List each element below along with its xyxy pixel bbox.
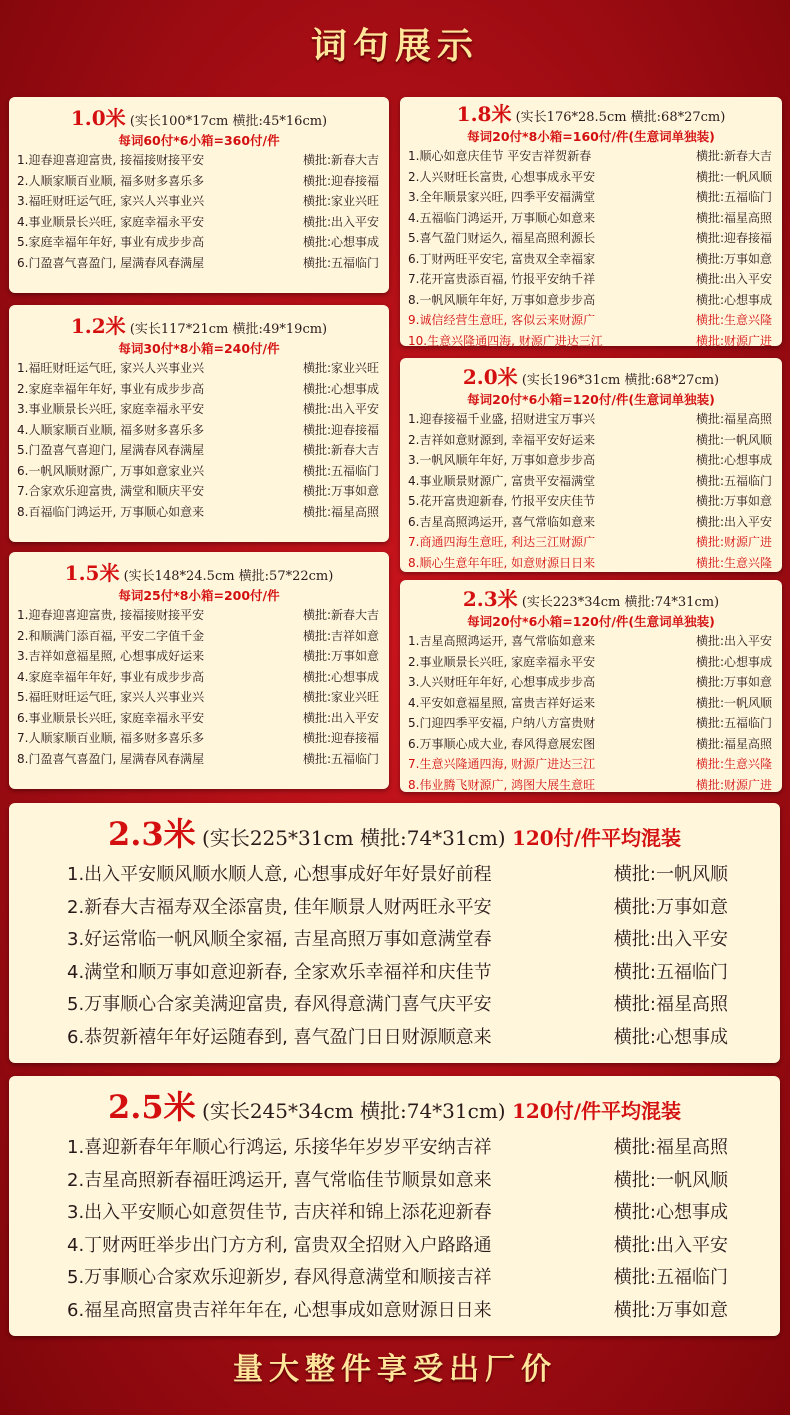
couplet-text: 1.喜迎新春年年顺心行鸿运, 乐接华年岁岁平安纳吉祥 xyxy=(67,1137,492,1158)
card-header xyxy=(400,586,782,612)
card-header xyxy=(400,101,782,127)
couplet-line xyxy=(400,491,782,512)
card-spec: (实长100*17cm 横批:45*16cm) xyxy=(129,114,328,129)
couplet-line xyxy=(400,331,782,347)
horizontal-scroll-text: 横批:一帆风顺 xyxy=(613,864,728,885)
couplet-text: 2.人顺家顺百业顺, 福多财多喜乐多 xyxy=(17,173,205,188)
couplet-line xyxy=(9,957,780,990)
couplet-text: 5.喜气盈门财运久, 福星高照利源长 xyxy=(408,231,596,245)
couplet-text: 4.事业顺景长兴旺, 家庭幸福永平安 xyxy=(17,214,205,229)
couplet-line xyxy=(400,208,782,229)
couplet-text: 2.吉祥如意财源到, 幸福平安好运来 xyxy=(408,432,596,447)
couplet-text: 2.家庭幸福年年好, 事业有成步步高 xyxy=(17,381,205,396)
couplet-line xyxy=(9,892,780,925)
couplet-line xyxy=(9,212,389,233)
horizontal-scroll-text: 横批:心想事成 xyxy=(302,235,379,249)
card-packing: 每词30付*8小箱=240付/件 xyxy=(118,341,280,356)
couplet-line xyxy=(9,358,389,379)
horizontal-scroll-text: 横批:一帆风顺 xyxy=(613,1169,728,1191)
couplet-text: 5.福旺财旺运气旺, 家兴人兴事业兴 xyxy=(17,690,205,704)
couplet-text: 4.事业顺景财源广, 富贵平安福满堂 xyxy=(408,473,596,488)
horizontal-scroll-text: 横批:心想事成 xyxy=(302,381,379,396)
couplet-text: 3.吉祥如意福星照, 心想事成好运来 xyxy=(17,649,205,663)
product-card-2-0m xyxy=(400,358,782,572)
card-header xyxy=(9,809,780,859)
couplet-line xyxy=(400,672,782,693)
couplet-line xyxy=(400,631,782,652)
couplet-line xyxy=(9,646,389,667)
card-spec: (实长245*34cm 横批:74*31cm) xyxy=(202,1099,506,1123)
horizontal-scroll-text: 横批:新春大吉 xyxy=(302,608,379,622)
horizontal-scroll-text: 横批:家业兴旺 xyxy=(302,194,379,208)
couplet-line xyxy=(400,754,782,775)
card-packing: 120付/件平均混装 xyxy=(511,826,682,850)
couplet-list xyxy=(9,605,389,769)
horizontal-scroll-text: 横批:万事如意 xyxy=(613,1299,728,1321)
couplet-text: 5.门盈喜气喜迎门, 屋满春风春满屋 xyxy=(17,443,205,457)
couplet-list xyxy=(9,859,780,1054)
couplet-line xyxy=(9,708,389,729)
couplet-text: 4.五福临门鸿运开, 万事顺心如意来 xyxy=(408,210,596,225)
card-header xyxy=(9,105,389,131)
couplet-line xyxy=(400,187,782,208)
horizontal-scroll-text: 横批:五福临门 xyxy=(695,190,772,204)
couplet-text: 6.万事顺心成大业, 春风得意展宏图 xyxy=(408,736,596,751)
product-card-2-5m xyxy=(9,1076,780,1336)
horizontal-scroll-text: 横批:生意兴隆 xyxy=(695,313,772,327)
couplet-list xyxy=(400,146,782,346)
couplet-line xyxy=(400,450,782,471)
couplet-line xyxy=(400,734,782,755)
couplet-line xyxy=(9,626,389,647)
couplet-text: 7.人顺家顺百业顺, 福多财多喜乐多 xyxy=(17,731,205,745)
horizontal-scroll-text: 横批:出入平安 xyxy=(613,1234,728,1256)
couplet-line xyxy=(400,775,782,793)
horizontal-scroll-text: 横批:五福临门 xyxy=(613,961,728,983)
horizontal-scroll-text: 横批:心想事成 xyxy=(613,1026,728,1048)
horizontal-scroll-text: 横批:吉祥如意 xyxy=(302,628,379,643)
horizontal-scroll-text: 横批:五福临门 xyxy=(613,1267,728,1288)
couplet-text: 3.事业顺景长兴旺, 家庭幸福永平安 xyxy=(17,402,205,416)
product-card-2-3m-b xyxy=(9,803,780,1063)
couplet-line xyxy=(9,667,389,688)
couplet-text: 8.百福临门鸿运开, 万事顺心如意来 xyxy=(17,504,205,519)
card-spec: (实长117*21cm 横批:49*19cm) xyxy=(129,322,328,337)
card-spec: (实长223*34cm 横批:74*31cm) xyxy=(521,595,720,610)
horizontal-scroll-text: 横批:万事如意 xyxy=(695,494,772,508)
couplet-text: 6.恭贺新禧年年好运随春到, 喜气盈门日日财源顺意来 xyxy=(67,1026,492,1048)
horizontal-scroll-text: 横批:心想事成 xyxy=(695,654,772,669)
couplet-text: 1.迎春迎喜迎富贵, 接福接财接平安 xyxy=(17,153,205,167)
couplet-list xyxy=(9,358,389,522)
couplet-text: 6.福星高照富贵吉祥年年在, 心想事成如意财源日日来 xyxy=(67,1299,492,1321)
couplet-text: 9.诚信经营生意旺, 客似云来财源广 xyxy=(408,313,596,327)
product-card-1-2m xyxy=(9,305,389,542)
couplet-text: 5.万事顺心合家欢乐迎新岁, 春风得意满堂和顺接吉祥 xyxy=(67,1267,492,1288)
couplet-line xyxy=(9,924,780,957)
couplet-text: 4.家庭幸福年年好, 事业有成步步高 xyxy=(17,669,205,684)
horizontal-scroll-text: 横批:财源广进 xyxy=(695,777,772,792)
couplet-text: 8.伟业腾飞财源广, 鸿图大展生意旺 xyxy=(408,777,596,792)
couplet-text: 6.一帆风顺财源广, 万事如意家业兴 xyxy=(17,463,205,478)
couplet-line xyxy=(9,859,780,892)
couplet-line xyxy=(9,687,389,708)
couplet-line xyxy=(9,191,389,212)
product-card-2-3m-a xyxy=(400,580,782,792)
card-size: 1.8米 xyxy=(456,102,512,126)
couplet-line xyxy=(400,512,782,533)
couplet-text: 3.出入平安顺心如意贺佳节, 吉庆祥和锦上添花迎新春 xyxy=(67,1202,492,1223)
couplet-list xyxy=(400,409,782,572)
couplet-text: 5.万事顺心合家美满迎富贵, 春风得意满门喜气庆平安 xyxy=(67,994,492,1015)
horizontal-scroll-text: 横批:新春大吉 xyxy=(695,149,772,163)
couplet-text: 3.好运常临一帆风顺全家福, 吉星高照万事如意满堂春 xyxy=(67,929,492,950)
couplet-line xyxy=(9,1262,780,1295)
couplet-text: 4.满堂和顺万事如意迎新春, 全家欢乐幸福祥和庆佳节 xyxy=(67,961,492,983)
horizontal-scroll-text: 横批:福星高照 xyxy=(613,1137,728,1158)
couplet-text: 3.福旺财旺运气旺, 家兴人兴事业兴 xyxy=(17,194,205,208)
horizontal-scroll-text: 横批:一帆风顺 xyxy=(695,695,772,710)
horizontal-scroll-text: 横批:万事如意 xyxy=(613,896,728,918)
couplet-line xyxy=(9,1165,780,1198)
product-card-1-0m xyxy=(9,97,389,293)
product-card-1-5m xyxy=(9,552,389,789)
card-header xyxy=(9,313,389,339)
horizontal-scroll-text: 横批:出入平安 xyxy=(302,402,379,416)
couplet-text: 2.和顺满门添百福, 平安二字值千金 xyxy=(17,628,205,643)
couplet-text: 6.事业顺景长兴旺, 家庭幸福永平安 xyxy=(17,710,205,725)
couplet-text: 8.门盈喜气喜盈门, 屋满春风春满屋 xyxy=(17,751,205,766)
horizontal-scroll-text: 横批:福星高照 xyxy=(613,994,728,1015)
couplet-line xyxy=(400,532,782,553)
horizontal-scroll-text: 横批:出入平安 xyxy=(695,634,772,648)
couplet-text: 3.人兴财旺年年好, 心想事成步步高 xyxy=(408,675,596,689)
card-spec: (实长225*31cm 横批:74*31cm) xyxy=(202,826,506,850)
card-size: 2.5米 xyxy=(107,1088,196,1126)
card-packing: 每词25付*8小箱=200付/件 xyxy=(118,588,280,603)
couplet-line xyxy=(9,440,389,461)
card-packing: 每词60付*6小箱=360付/件 xyxy=(118,133,280,148)
couplet-line xyxy=(9,150,389,171)
horizontal-scroll-text: 横批:福星高照 xyxy=(302,504,379,519)
couplet-line xyxy=(400,430,782,451)
card-packing: 120付/件平均混装 xyxy=(511,1099,682,1123)
horizontal-scroll-text: 横批:心想事成 xyxy=(302,669,379,684)
couplet-list xyxy=(400,631,782,792)
horizontal-scroll-text: 横批:五福临门 xyxy=(302,255,379,270)
horizontal-scroll-text: 横批:迎春接福 xyxy=(302,422,379,437)
horizontal-scroll-text: 横批:五福临门 xyxy=(695,473,772,488)
couplet-text: 7.生意兴隆通四海, 财源广进达三江 xyxy=(408,757,596,771)
couplet-text: 2.人兴财旺长富贵, 心想事成永平安 xyxy=(408,169,596,184)
couplet-line xyxy=(400,269,782,290)
horizontal-scroll-text: 横批:心想事成 xyxy=(695,453,772,467)
couplet-line xyxy=(400,146,782,167)
horizontal-scroll-text: 横批:福星高照 xyxy=(695,736,772,751)
horizontal-scroll-text: 横批:五福临门 xyxy=(302,463,379,478)
couplet-text: 1.迎春接福千业盛, 招财进宝万事兴 xyxy=(408,412,596,426)
horizontal-scroll-text: 横批:心想事成 xyxy=(695,292,772,307)
horizontal-scroll-text: 横批:财源广进 xyxy=(695,333,772,346)
couplet-line xyxy=(9,1197,780,1230)
card-size: 2.0米 xyxy=(462,365,518,389)
horizontal-scroll-text: 横批:心想事成 xyxy=(613,1202,728,1223)
couplet-text: 5.花开富贵迎新春, 竹报平安庆佳节 xyxy=(408,494,596,508)
couplet-line xyxy=(9,749,389,770)
card-packing: 每词20付*8小箱=160付/件(生意词单独装) xyxy=(467,129,715,144)
couplet-text: 2.新春大吉福寿双全添富贵, 佳年顺景人财两旺永平安 xyxy=(67,896,492,918)
couplet-list xyxy=(9,1132,780,1327)
card-packing: 每词20付*6小箱=120付/件(生意词单独装) xyxy=(467,614,715,629)
couplet-text: 1.迎春迎喜迎富贵, 接福接财接平安 xyxy=(17,608,205,622)
card-packing: 每词20付*6小箱=120付/件(生意词单独装) xyxy=(467,392,715,407)
horizontal-scroll-text: 横批:出入平安 xyxy=(302,710,379,725)
horizontal-scroll-text: 横批:福星高照 xyxy=(695,210,772,225)
couplet-text: 6.丁财两旺平安宅, 富贵双全幸福家 xyxy=(408,251,596,266)
couplet-line xyxy=(9,605,389,626)
horizontal-scroll-text: 横批:迎春接福 xyxy=(302,731,379,745)
horizontal-scroll-text: 横批:出入平安 xyxy=(695,272,772,286)
horizontal-scroll-text: 横批:新春大吉 xyxy=(302,153,379,167)
couplet-text: 10.生意兴隆通四海, 财源广进达三江 xyxy=(408,333,603,346)
couplet-line xyxy=(9,989,780,1022)
couplet-text: 7.商通四海生意旺, 利达三江财源广 xyxy=(408,535,596,549)
couplet-text: 5.家庭幸福年年好, 事业有成步步高 xyxy=(17,235,205,249)
card-spec: (实长148*24.5cm 横批:57*22cm) xyxy=(123,569,334,584)
horizontal-scroll-text: 横批:家业兴旺 xyxy=(302,361,379,375)
couplet-line xyxy=(400,167,782,188)
couplet-line xyxy=(9,1022,780,1055)
card-size: 1.0米 xyxy=(70,106,126,130)
horizontal-scroll-text: 横批:万事如意 xyxy=(695,251,772,266)
couplet-line xyxy=(400,713,782,734)
page-title: 词句展示 xyxy=(310,25,479,67)
couplet-text: 4.平安如意福星照, 富贵吉祥好运来 xyxy=(408,695,596,710)
couplet-line xyxy=(9,420,389,441)
couplet-text: 5.门迎四季平安福, 户纳八方富贵财 xyxy=(408,716,596,730)
card-size: 2.3米 xyxy=(462,587,518,611)
couplet-line xyxy=(9,253,389,274)
card-header xyxy=(9,560,389,586)
card-spec: (实长196*31cm 横批:68*27cm) xyxy=(521,373,720,388)
horizontal-scroll-text: 横批:万事如意 xyxy=(695,675,772,689)
couplet-line xyxy=(400,249,782,270)
couplet-line xyxy=(400,471,782,492)
couplet-line xyxy=(400,290,782,311)
horizontal-scroll-text: 横批:家业兴旺 xyxy=(302,690,379,704)
couplet-text: 7.花开富贵添百福, 竹报平安纳千祥 xyxy=(408,272,596,286)
card-size: 2.3米 xyxy=(107,815,196,853)
couplet-line xyxy=(400,693,782,714)
horizontal-scroll-text: 横批:迎春接福 xyxy=(302,173,379,188)
couplet-text: 4.丁财两旺举步出门方方利, 富贵双全招财入户路路通 xyxy=(67,1234,492,1256)
card-size: 1.2米 xyxy=(70,314,126,338)
horizontal-scroll-text: 横批:福星高照 xyxy=(695,412,772,426)
couplet-text: 1.吉星高照鸿运开, 喜气常临如意来 xyxy=(408,634,596,648)
couplet-line xyxy=(9,171,389,192)
horizontal-scroll-text: 横批:出入平安 xyxy=(302,214,379,229)
couplet-text: 4.人顺家顺百业顺, 福多财多喜乐多 xyxy=(17,422,205,437)
couplet-line xyxy=(9,1132,780,1165)
horizontal-scroll-text: 横批:财源广进 xyxy=(695,535,772,549)
card-size: 1.5米 xyxy=(64,561,120,585)
horizontal-scroll-text: 横批:出入平安 xyxy=(695,514,772,529)
couplet-line xyxy=(400,228,782,249)
couplet-text: 2.吉星高照新春福旺鸿运开, 喜气常临佳节顺景如意来 xyxy=(67,1169,492,1191)
product-card-1-8m xyxy=(400,97,782,346)
horizontal-scroll-text: 横批:迎春接福 xyxy=(695,231,772,245)
couplet-line xyxy=(9,461,389,482)
couplet-line xyxy=(9,1295,780,1328)
horizontal-scroll-text: 横批:一帆风顺 xyxy=(695,432,772,447)
couplet-line xyxy=(9,502,389,523)
couplet-text: 3.一帆风顺年年好, 万事如意步步高 xyxy=(408,453,596,467)
couplet-line xyxy=(9,728,389,749)
couplet-line xyxy=(400,310,782,331)
footer-slogan: 量大整件享受出厂价 xyxy=(233,1352,557,1387)
couplet-line xyxy=(9,399,389,420)
horizontal-scroll-text: 横批:出入平安 xyxy=(613,929,728,950)
horizontal-scroll-text: 横批:万事如意 xyxy=(302,484,379,498)
couplet-list xyxy=(9,150,389,273)
couplet-line xyxy=(9,481,389,502)
couplet-text: 1.福旺财旺运气旺, 家兴人兴事业兴 xyxy=(17,361,205,375)
couplet-line xyxy=(9,379,389,400)
couplet-text: 3.全年顺景家兴旺, 四季平安福满堂 xyxy=(408,190,596,204)
couplet-text: 8.顺心生意年年旺, 如意财源日日来 xyxy=(408,555,596,570)
card-header xyxy=(400,364,782,390)
horizontal-scroll-text: 横批:新春大吉 xyxy=(302,443,379,457)
couplet-text: 2.事业顺景长兴旺, 家庭幸福永平安 xyxy=(408,654,596,669)
couplet-text: 1.顺心如意庆佳节 平安吉祥贺新春 xyxy=(408,149,592,163)
couplet-text: 8.一帆风顺年年好, 万事如意步步高 xyxy=(408,292,596,307)
couplet-text: 1.出入平安顺风顺水顺人意, 心想事成好年好景好前程 xyxy=(67,864,492,885)
horizontal-scroll-text: 横批:生意兴隆 xyxy=(695,757,772,771)
couplet-line xyxy=(400,409,782,430)
couplet-text: 7.合家欢乐迎富贵, 满堂和顺庆平安 xyxy=(17,484,205,498)
couplet-line xyxy=(400,652,782,673)
couplet-line xyxy=(400,553,782,573)
horizontal-scroll-text: 横批:五福临门 xyxy=(302,751,379,766)
horizontal-scroll-text: 横批:万事如意 xyxy=(302,649,379,663)
couplet-line xyxy=(9,232,389,253)
couplet-text: 6.门盈喜气喜盈门, 屋满春风春满屋 xyxy=(17,255,205,270)
horizontal-scroll-text: 横批:一帆风顺 xyxy=(695,169,772,184)
couplet-text: 6.吉星高照鸿运开, 喜气常临如意来 xyxy=(408,514,596,529)
card-header xyxy=(9,1082,780,1132)
couplet-line xyxy=(9,1230,780,1263)
horizontal-scroll-text: 横批:五福临门 xyxy=(695,716,772,730)
card-spec: (实长176*28.5cm 横批:68*27cm) xyxy=(515,110,726,125)
horizontal-scroll-text: 横批:生意兴隆 xyxy=(695,555,772,570)
